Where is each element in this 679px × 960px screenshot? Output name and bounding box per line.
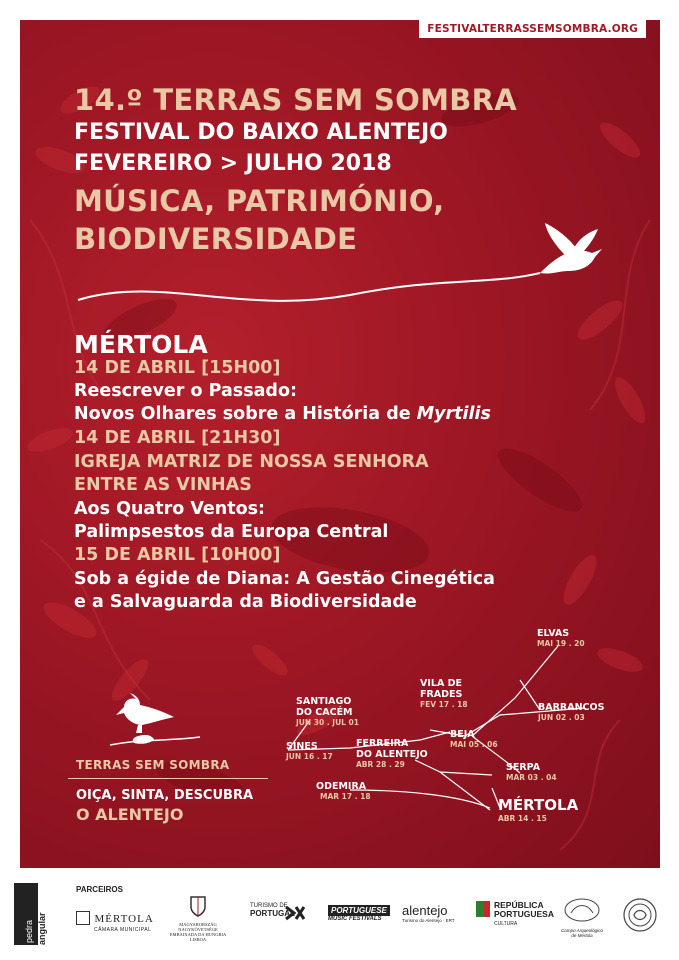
- map-label-beja: BEJA: [450, 729, 475, 740]
- archaeology-icon: [563, 897, 601, 923]
- rep-text-2: PORTUGUESA: [494, 908, 554, 919]
- map-label-barrancos: BARRANCOS: [538, 702, 605, 713]
- brand-tagline-2: O ALENTEJO: [76, 805, 184, 824]
- partners-label: PARCEIROS: [76, 885, 123, 894]
- alentejo-text: alentejo: [402, 903, 448, 918]
- alentejo-sub: Turismo do Alentejo · ERT: [402, 918, 455, 923]
- map-label-ferreira-2: DO ALENTEJO: [356, 749, 428, 760]
- festival-title: 14.º TERRAS SEM SOMBRA: [74, 83, 518, 117]
- partners-footer: [0, 875, 679, 960]
- pedra-angular-logo: [14, 883, 38, 945]
- republica-portuguesa-logo: [476, 901, 554, 927]
- angular-text: angular: [37, 912, 47, 945]
- flag-icon: [476, 901, 484, 917]
- pedra-angular-logo-2: [38, 883, 46, 945]
- map-date-mertola: ABR 14 . 15: [498, 814, 547, 823]
- campo-text: Campo Arqueológico de Mértola: [561, 928, 603, 938]
- brand-name: TERRAS SEM SOMBRA: [76, 758, 230, 772]
- map-date-odemira: MAR 17 . 18: [320, 792, 371, 801]
- map-label-ferreira: FERREIRA: [356, 738, 409, 749]
- event-2-venue-line-1: IGREJA MATRIZ DE NOSSA SENHORA: [74, 452, 429, 472]
- event-2-date: 14 DE ABRIL [21H30]: [74, 428, 281, 448]
- turismo-text-1: TURISMO DE: [250, 903, 288, 909]
- theme-line-1: MÚSICA, PATRIMÓNIO,: [74, 184, 445, 218]
- event-1-title-text: Novos Olhares sobre a História de: [74, 404, 417, 424]
- map-date-beja: MAI 05 . 06: [450, 740, 498, 749]
- hungary-text-1: MAGYARORSZÁG NAGYKÖVETSÉGE: [178, 922, 218, 932]
- brand-tagline-1: OIÇA, SINTA, DESCUBRA: [76, 788, 254, 803]
- map-label-mertola: MÉRTOLA: [498, 796, 579, 814]
- seal-logo-icon: [622, 897, 658, 933]
- festival-subtitle: FESTIVAL DO BAIXO ALENTEJO: [74, 120, 448, 145]
- pmf-text-1: PORTUGUESE: [328, 905, 390, 916]
- map-date-sines: JUN 16 . 17: [286, 752, 333, 761]
- map-date-ferreira: ABR 28 . 29: [356, 760, 405, 769]
- theme-line-2: BIODIVERSIDADE: [74, 222, 358, 256]
- rep-text-1: REPÚBLICA: [494, 900, 544, 910]
- map-label-santiago-2: DO CACÉM: [296, 707, 353, 718]
- event-1-title-italic: Myrtilis: [416, 404, 491, 424]
- mertola-logo-sub: CÂMARA MUNICIPAL: [94, 927, 152, 933]
- pmf-text-2: MUSIC FESTIVALS: [328, 916, 382, 922]
- map-date-serpa: MAR 03 . 04: [506, 773, 557, 782]
- mertola-council-logo: [76, 909, 154, 933]
- map-date-vila-de-frades: FEV 17 . 18: [420, 700, 468, 709]
- map-date-barrancos: JUN 02 . 03: [538, 713, 585, 722]
- event-2-title-line-2: Palimpsestos da Europa Central: [74, 522, 389, 542]
- hungary-embassy-logo: [160, 895, 236, 942]
- event-3-date: 15 DE ABRIL [10H00]: [74, 545, 281, 565]
- turismo-text-2: PORTUGAL: [250, 909, 295, 918]
- event-3-title-line-1: Sob a égide de Diana: A Gestão Cinegética: [74, 569, 495, 589]
- coat-of-arms-icon: [189, 895, 207, 917]
- festival-mark-icon: [284, 903, 306, 923]
- poster: [20, 20, 660, 868]
- festival-dates: FEVEREIRO > JULHO 2018: [74, 151, 392, 176]
- map-label-sines: SINES: [286, 741, 318, 752]
- alentejo-tourism-logo: [402, 903, 455, 923]
- portuguese-music-festivals-logo: [328, 905, 390, 922]
- hungary-text-3: LISBOA: [189, 937, 207, 942]
- rep-text-3: CULTURA: [494, 920, 518, 927]
- event-1-date: 14 DE ABRIL [15H00]: [74, 358, 281, 378]
- map-label-serpa: SERPA: [506, 762, 541, 773]
- map-label-odemira: ODEMIRA: [316, 781, 367, 792]
- map-label-santiago: SANTIAGO: [296, 696, 352, 707]
- festival-url[interactable]: FESTIVALTERRASSEMSOMBRA.ORG: [419, 20, 646, 38]
- location-title: MÉRTOLA: [74, 330, 208, 359]
- event-2-title-line-1: Aos Quatro Ventos:: [74, 499, 266, 519]
- pedra-text: pedra: [24, 919, 34, 943]
- hungary-text-2: EMBAIXADA DA HUNGRIA: [169, 932, 227, 937]
- map-date-santiago: JUN 30 . JUL 01: [296, 718, 359, 727]
- event-2-venue-line-2: ENTRE AS VINHAS: [74, 475, 252, 495]
- route-map: [20, 20, 660, 868]
- map-date-elvas: MAI 19 . 20: [537, 639, 585, 648]
- mertola-logo-text: MÉRTOLA: [94, 913, 154, 925]
- event-1-title-line-1: Reescrever o Passado:: [74, 381, 297, 401]
- map-label-elvas: ELVAS: [537, 628, 570, 639]
- event-3-title-line-2: e a Salvaguarda da Biodiversidade: [74, 592, 417, 612]
- map-label-vila-de-frades: VILA DE: [420, 678, 462, 689]
- castle-icon: [76, 911, 90, 925]
- campo-arqueologico-logo: [560, 897, 604, 938]
- flag-icon-red: [484, 901, 490, 917]
- map-label-vila-de-frades-2: FRADES: [420, 689, 463, 700]
